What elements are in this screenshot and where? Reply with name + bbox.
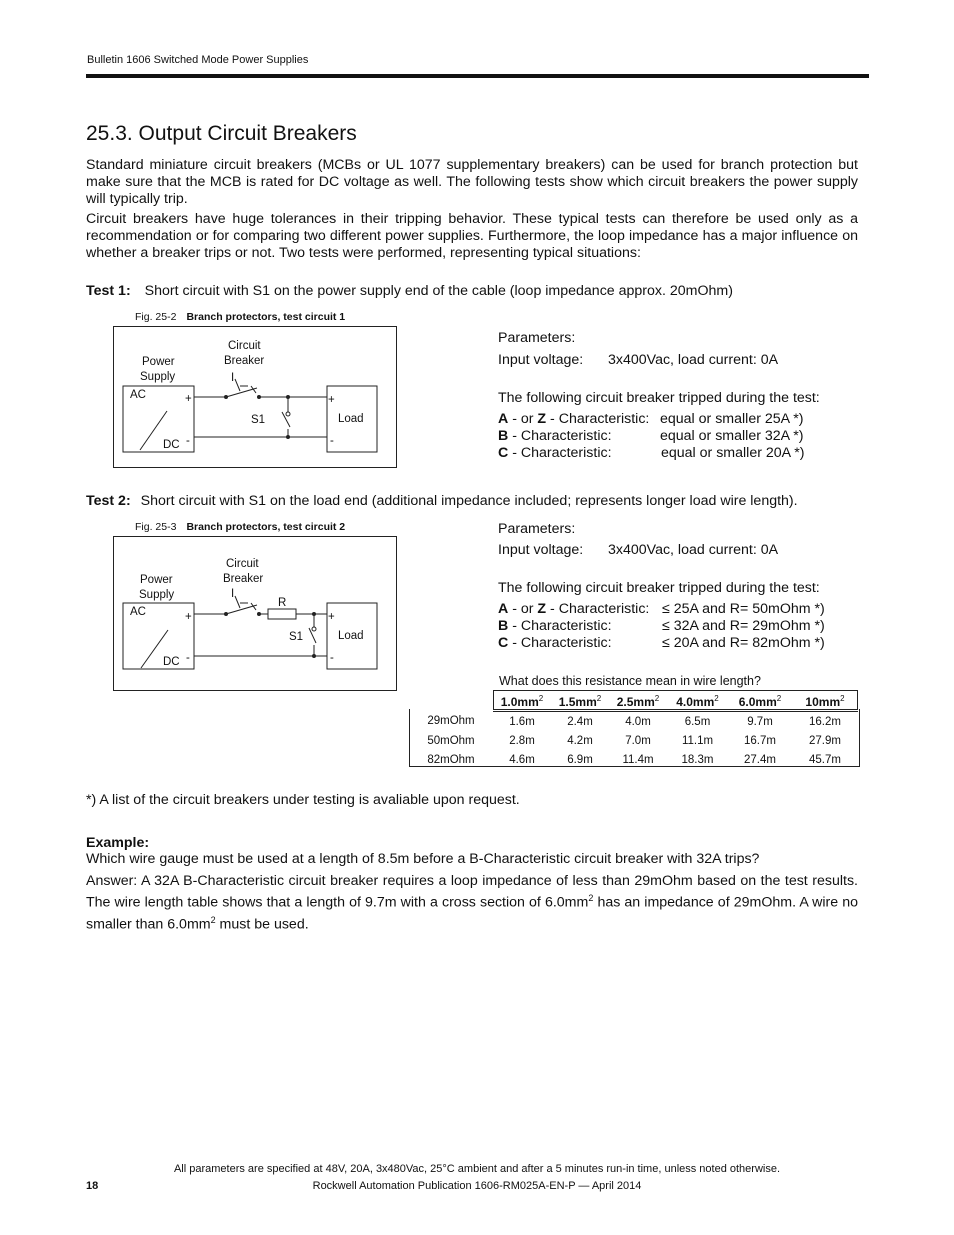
publication-line: Rockwell Automation Publication 1606-RM025A-EN-P — April 2014 bbox=[312, 1180, 642, 1192]
input-voltage-label-2: Input voltage: bbox=[498, 542, 584, 558]
power-supply-label-line2: Supply bbox=[140, 371, 176, 383]
figure-number-1: Fig. 25-2 bbox=[135, 311, 177, 323]
junction-dot bbox=[286, 435, 290, 439]
test-2-label: Test 2: bbox=[86, 493, 131, 509]
characteristic-value: equal or smaller 20A *) bbox=[661, 445, 805, 461]
column-header: $2.5mm^2$ bbox=[609, 691, 667, 712]
test-1-line bbox=[86, 283, 733, 299]
breaker-lever bbox=[226, 388, 257, 397]
characteristic-value: ≤ 32A and R= 29mOhm *) bbox=[662, 618, 825, 634]
tripped-heading-1: The following circuit breaker tripped during the test: bbox=[498, 390, 820, 406]
load-minus: - bbox=[330, 435, 334, 447]
figure-caption-1 bbox=[135, 311, 345, 323]
table-header-row bbox=[409, 691, 858, 712]
figure-title-1: Branch protectors, test circuit 1 bbox=[186, 311, 346, 323]
header-rule bbox=[86, 74, 869, 78]
resistor-label: R bbox=[278, 597, 287, 609]
breaker-label-line1: Circuit bbox=[226, 558, 259, 570]
breaker-mark: I bbox=[231, 588, 235, 600]
running-header: Bulletin 1606 Switched Mode Power Supplies bbox=[87, 54, 309, 66]
ac-label: AC bbox=[130, 389, 146, 401]
test-2-line bbox=[86, 493, 798, 509]
load-label: Load bbox=[338, 630, 364, 642]
footer-note: All parameters are specified at 48V, 20A, 3x480Vac, 25°C ambient and after a 5 minutes run-in time, unless noted otherwise. bbox=[173, 1163, 781, 1175]
params-heading-2: Parameters: bbox=[498, 521, 576, 537]
test-2-parameters bbox=[498, 521, 858, 651]
test-1-description: Short circuit with S1 on the power supply end of the cable (loop impedance approx. 20mOhm) bbox=[144, 283, 733, 299]
intro-paragraph-2: Circuit breakers have huge tolerances in their tripping behavior. These typical tests can therefore be used only as a recommendation or for comparing two different power supplies. Furthermore, the loop impedance has a major influence on whether a breaker trips or not. Two tests were performed, representing typical situations: bbox=[86, 211, 858, 261]
characteristic-row: C - Characteristic: bbox=[498, 635, 612, 651]
breaker-label-line1: Circuit bbox=[228, 340, 261, 352]
circuit-diagram-2 bbox=[113, 536, 397, 691]
breaker-mark: I bbox=[231, 372, 235, 384]
intro-paragraph-1: Standard miniature circuit breakers (MCBs or UL 1077 supplementary breakers) can be used for branch protection but make sure that the MCB is rated for DC voltage as well. The following tests show which circuit breakers the power supply will typically trip. bbox=[86, 157, 858, 207]
ps-minus: - bbox=[186, 435, 190, 447]
column-header: $10mm^2$ bbox=[792, 691, 858, 712]
characteristic-value: ≤ 25A and R= 50mOhm *) bbox=[662, 601, 825, 617]
breaker-mechanism bbox=[235, 379, 240, 391]
test-1-label: Test 1: bbox=[86, 283, 131, 299]
power-supply-label-line1: Power bbox=[140, 574, 173, 586]
resistor-r bbox=[268, 609, 296, 619]
switch-s1-contact bbox=[286, 412, 290, 416]
section-title: 25.3. Output Circuit Breakers bbox=[86, 122, 357, 145]
characteristic-row: A - or Z - Characteristic: bbox=[498, 411, 650, 427]
params-heading-1: Parameters: bbox=[498, 330, 576, 346]
test-1-parameters bbox=[498, 330, 858, 460]
test-2-description: Short circuit with S1 on the load end (additional impedance included; represents longer load wire length). bbox=[140, 493, 798, 509]
figure-title-2: Branch protectors, test circuit 2 bbox=[186, 521, 346, 533]
load-minus: - bbox=[330, 652, 334, 664]
characteristic-row: C - Characteristic: bbox=[498, 445, 612, 461]
column-header: $1.5mm^2$ bbox=[551, 691, 609, 712]
input-voltage-value-1: 3x400Vac, load current: 0A bbox=[608, 352, 779, 368]
page-number: 18 bbox=[86, 1180, 99, 1192]
table-row: 29mOhm 1.6m 2.4m 4.0m 6.5m 9.7m 16.2m bbox=[427, 715, 841, 728]
circuit-diagram-1 bbox=[113, 326, 397, 468]
example-heading: Example: bbox=[86, 835, 150, 851]
ps-plus: + bbox=[185, 393, 192, 405]
load-plus: + bbox=[328, 394, 335, 406]
switch-s1-contact bbox=[312, 627, 316, 631]
characteristic-row: A - or Z - Characteristic: bbox=[498, 601, 650, 617]
column-header: $6.0mm^2$ bbox=[728, 691, 792, 712]
tripped-heading-2: The following circuit breaker tripped during the test: bbox=[498, 580, 820, 596]
junction-dot bbox=[312, 654, 316, 658]
footnote: *) A list of the circuit breakers under testing is avaliable upon request. bbox=[86, 792, 520, 808]
switch-s1-label: S1 bbox=[251, 414, 266, 426]
switch-s1-label: S1 bbox=[289, 631, 304, 643]
breaker-lever bbox=[226, 605, 257, 614]
breaker-label-line2: Breaker bbox=[223, 573, 264, 585]
example-question: Which wire gauge must be used at a length of 8.5m before a B-Characteristic circuit breaker with 32A trips? bbox=[86, 851, 760, 867]
table-row: 82mOhm 4.6m 6.9m 11.4m 18.3m 27.4m 45.7m bbox=[427, 753, 841, 766]
table-row: 50mOhm 2.8m 4.2m 7.0m 11.1m 16.7m 27.9m bbox=[427, 734, 841, 747]
characteristic-row: B - Characteristic: bbox=[498, 618, 612, 634]
characteristic-value: ≤ 20A and R= 82mOhm *) bbox=[662, 635, 825, 651]
figure-caption-2 bbox=[135, 521, 345, 533]
dc-label: DC bbox=[163, 439, 180, 451]
wire-length-table bbox=[409, 690, 858, 769]
power-supply-label-line1: Power bbox=[142, 356, 175, 368]
ac-label: AC bbox=[130, 606, 146, 618]
characteristic-value: equal or smaller 25A *) bbox=[660, 411, 804, 427]
characteristic-row: B - Characteristic: bbox=[498, 428, 612, 444]
dc-label: DC bbox=[163, 656, 180, 668]
ps-minus: - bbox=[186, 652, 190, 664]
characteristic-value: equal or smaller 32A *) bbox=[660, 428, 804, 444]
example-answer: Answer: A 32A B-Characteristic circuit breaker requires a loop impedance of less than 29mOhm based on the test results. The wire length table shows that a length of 9.7m with a cross section of $6.0mm^2$ has an impedance of 29mOhm. A wire no smaller than $6.0mm^2$ must be used. bbox=[86, 873, 859, 933]
column-header: $4.0mm^2$ bbox=[667, 691, 728, 712]
input-voltage-label-1: Input voltage: bbox=[498, 352, 584, 368]
load-label: Load bbox=[338, 413, 364, 425]
input-voltage-value-2: 3x400Vac, load current: 0A bbox=[608, 542, 779, 558]
breaker-mechanism bbox=[235, 596, 240, 608]
wire-table-title: What does this resistance mean in wire length? bbox=[499, 674, 761, 688]
breaker-label-line2: Breaker bbox=[224, 355, 265, 367]
column-header: $1.0mm^2$ bbox=[493, 691, 551, 712]
power-supply-label-line2: Supply bbox=[139, 589, 175, 601]
ps-plus: + bbox=[185, 611, 192, 623]
load-plus: + bbox=[328, 611, 335, 623]
figure-number-2: Fig. 25-3 bbox=[135, 521, 177, 533]
